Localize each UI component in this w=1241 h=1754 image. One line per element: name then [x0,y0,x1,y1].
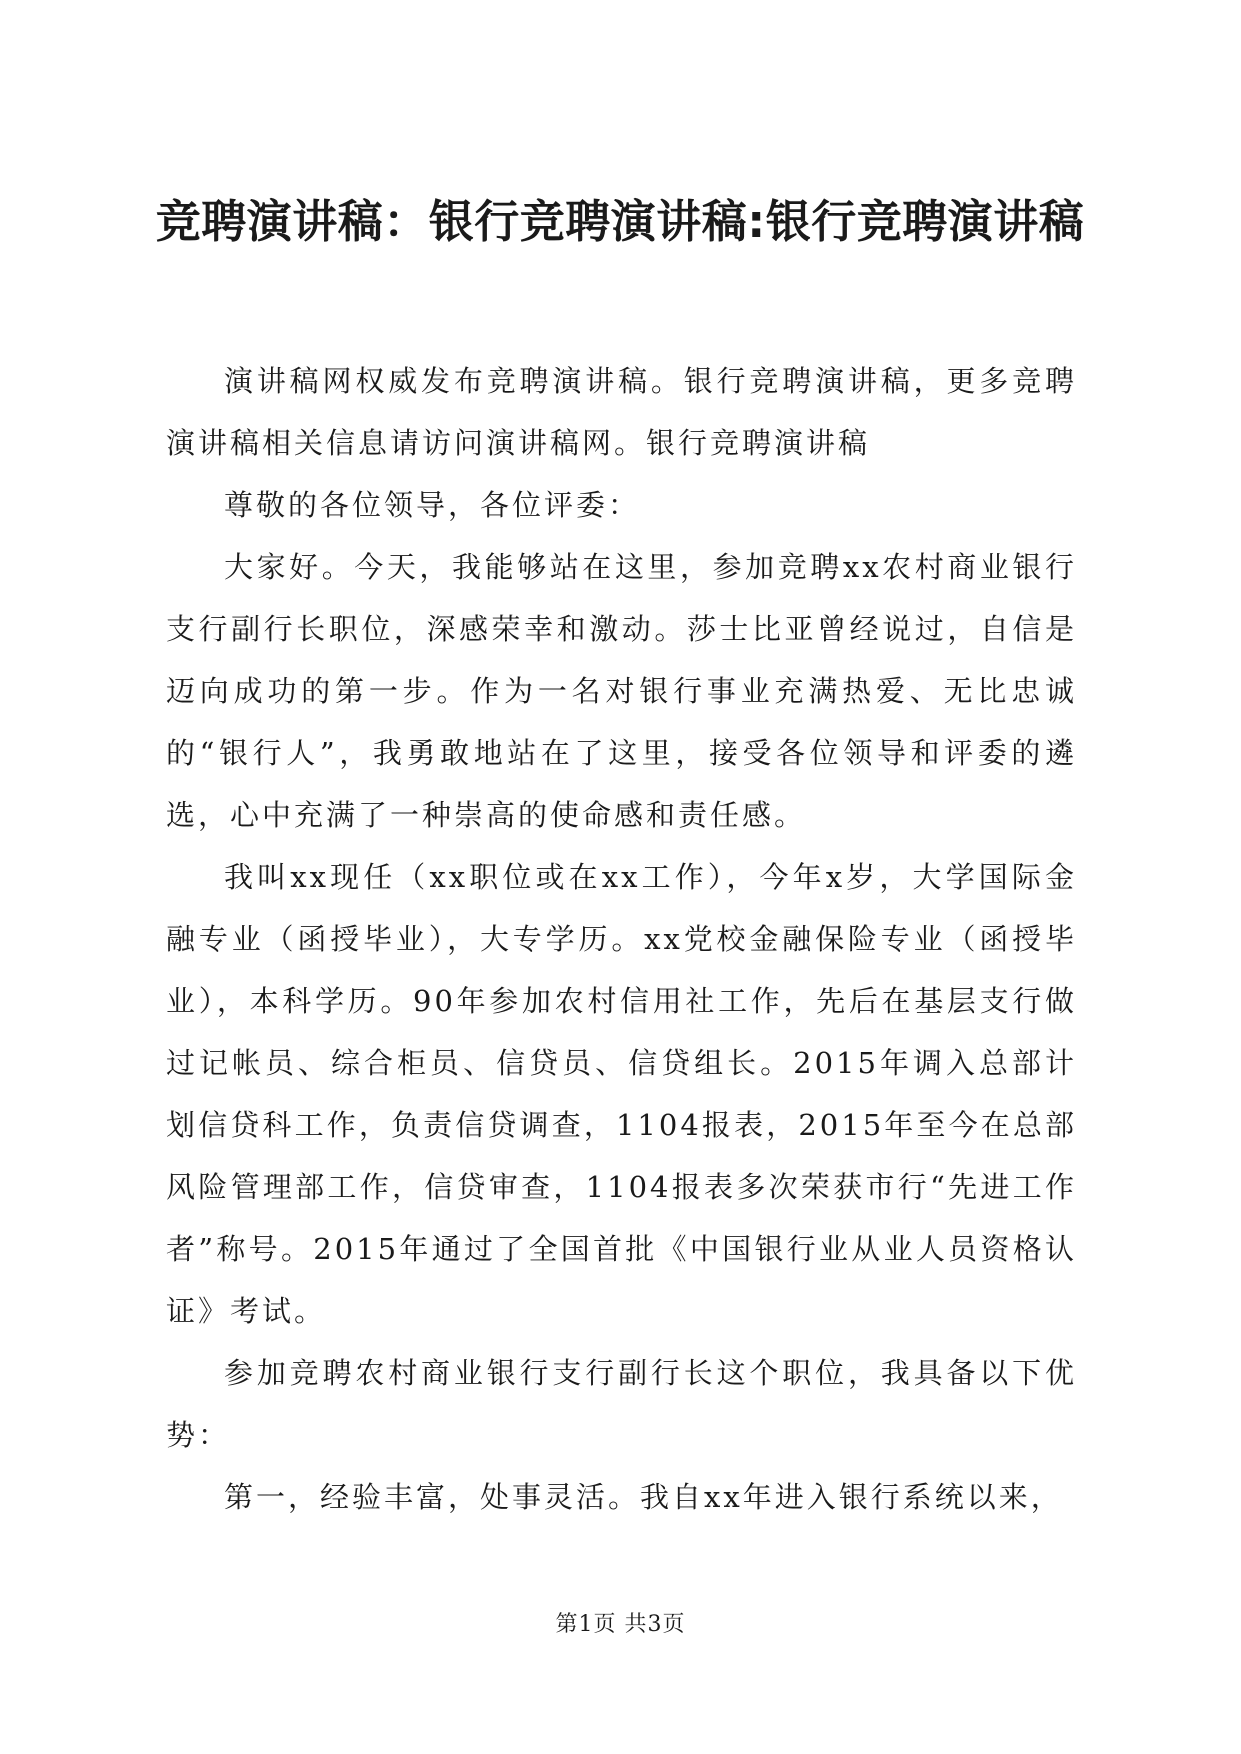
paragraph-advantages-intro: 参加竞聘农村商业银行支行副行长这个职位，我具备以下优势： [166,1356,1077,1452]
paragraph-self-introduction: 我叫xx现任（xx职位或在xx工作），今年x岁，大学国际金融专业（函授毕业），大专学历。xx党校金融保险专业（函授毕业），本科学历。90年参加农村信用社工作，先后在基层支行做过记帐员、综合柜员、信贷员、信贷组长。2015年调入总部计划信贷科工作，负责信贷调查，1104报表，2015年至今在总部风险管理部工作，信贷审查，1104报表多次荣获市行“先进工作者”称号。2015年通过了全国首批《中国银行业从业人员资格认证》考试。 [166,860,1077,1328]
paragraph-greeting: 大家好。今天，我能够站在这里，参加竞聘xx农村商业银行支行副行长职位，深感荣幸和激动。莎士比亚曾经说过，自信是迈向成功的第一步。作为一名对银行事业充满热爱、无比忠诚的“银行人”，我勇敢地站在了这里，接受各位领导和评委的遴选，心中充满了一种崇高的使命感和责任感。 [166,550,1077,832]
paragraph-advantage-first: 第一，经验丰富，处事灵活。我自xx年进入银行系统以来， [224,1480,1063,1514]
paragraph-intro: 演讲稿网权威发布竞聘演讲稿。银行竞聘演讲稿，更多竞聘演讲稿相关信息请访问演讲稿网。银行竞聘演讲稿 [166,364,1077,460]
page-number-footer: 第1页 共3页 [555,1612,686,1637]
paragraph-salutation: 尊敬的各位领导，各位评委： [224,488,641,522]
document-title: 竞聘演讲稿：银行竞聘演讲稿:银行竞聘演讲稿 [155,195,1085,248]
document-body [166,350,1077,1528]
